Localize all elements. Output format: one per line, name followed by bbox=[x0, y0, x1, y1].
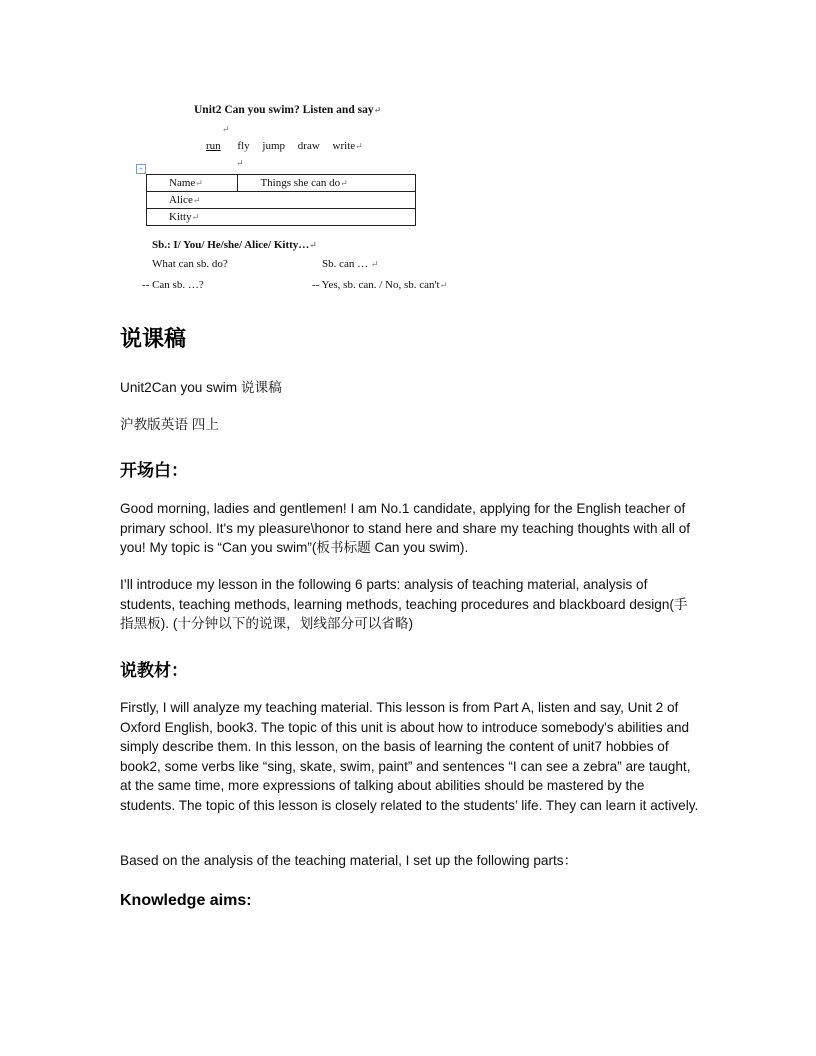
board-table-row: Kitty↵ bbox=[147, 209, 416, 226]
paragraph-opening-2: I’ll introduce my lesson in the following 6 parts: analysis of teaching material, analysis of students, teaching methods, learning methods, teaching procedures and blackboard design(手指黑板). (十分钟以下的说课，划线部分可以省略) bbox=[120, 577, 688, 632]
section-heading-material: 说教材： bbox=[120, 661, 188, 681]
board-line-subjects: Sb.: I/ You/ He/she/ Alice/ Kitty…↵ bbox=[152, 239, 317, 251]
board-verb-list: run fly jump draw write↵ bbox=[206, 140, 363, 152]
board-table-header bbox=[147, 175, 416, 192]
board-title: Unit2 Can you swim? Listen and say↵ bbox=[194, 104, 382, 116]
paragraph-opening-1: Good morning, ladies and gentlemen! I am No.1 candidate, applying for the English teacher of primary school. It's my pleasure\honor to stand here and share my teaching thoughts with all of you! My topic is “Can you swim”(板书标题 Can you swim). bbox=[120, 501, 691, 556]
header-name: Name↵ bbox=[147, 175, 238, 192]
paragraph-material-1: Firstly, I will analyze my teaching material. This lesson is from Part A, listen and say, Unit 2 of Oxford English, book3. The topic of this unit is about how to introduce somebody's abilities and simply describe them. In this lesson, on the basis of learning the content of unit7 hobbies of book2, some verbs like “sing, skate, swim, paint” and sentences “I can see a zebra” are taught, at the same time, more expressions of talking about abilities should be mastered by the students. The topic of this lesson is closely related to the students’ life. They can learn it actively. bbox=[120, 700, 699, 813]
verb-jump: jump bbox=[262, 140, 286, 152]
board-line-answer: Sb. can … ↵ bbox=[322, 258, 379, 270]
table-anchor-icon: + bbox=[136, 164, 146, 174]
section-heading-opening: 开场白： bbox=[120, 461, 188, 481]
section-heading-knowledge: Knowledge aims: bbox=[120, 892, 252, 909]
verb-run: run bbox=[206, 140, 221, 152]
paragraph-mark: ↵ bbox=[222, 124, 230, 134]
edition-line: 沪教版英语 四上 bbox=[120, 417, 219, 432]
verb-write: write bbox=[332, 140, 356, 152]
blackboard-design-image bbox=[130, 98, 470, 298]
board-table-row: Alice↵ bbox=[147, 192, 416, 209]
paragraph-material-2: Based on the analysis of the teaching material, I set up the following parts： bbox=[120, 853, 578, 868]
subtitle: Unit2Can you swim 说课稿 bbox=[120, 380, 282, 395]
header-things: Things she can do↵ bbox=[238, 175, 416, 192]
board-table bbox=[146, 174, 416, 226]
verb-draw: draw bbox=[297, 140, 320, 152]
board-line-yesno-question: -- Can sb. …? bbox=[142, 279, 204, 291]
main-heading: 说课稿 bbox=[120, 327, 187, 352]
board-line-yesno-answer: -- Yes, sb. can. / No, sb. can't↵ bbox=[312, 279, 448, 291]
board-line-question: What can sb. do? bbox=[152, 258, 228, 270]
verb-fly: fly bbox=[237, 140, 250, 152]
paragraph-mark: ↵ bbox=[236, 158, 244, 168]
